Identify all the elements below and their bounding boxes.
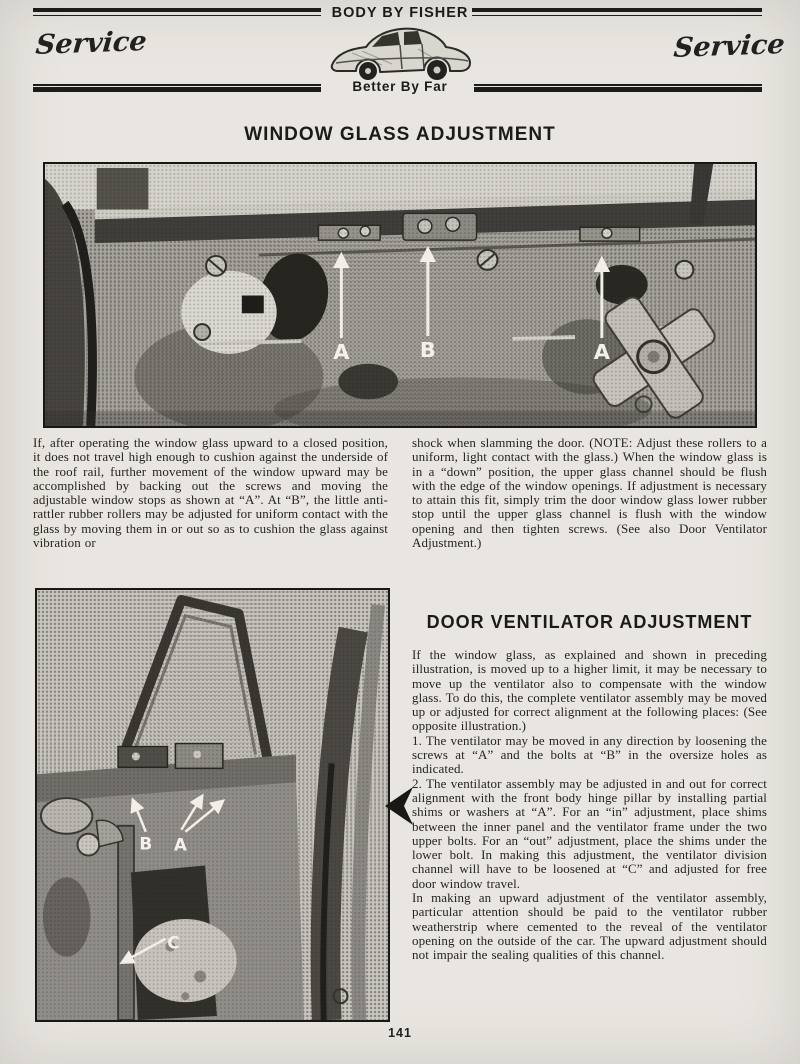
window-glass-text-right: shock when slamming the door. (NOTE: Adjust these rollers to a uniform, light contact with the glass.) When the window glass is in a “down” position, the upper glass channel should be flush with the edge of the window openings. If adjustment is necessary to attain this fit, simply trim the door window glass lower rubber stop until the upper glass channel is flush with the window opening and then tighten screws. (See also Door Ventilator Adjustment.): [412, 435, 767, 551]
halftone-overlay: [37, 590, 388, 1020]
section-ventilator: [412, 612, 767, 963]
service-script-right: Service: [672, 29, 787, 64]
rule-top-right-thin: [472, 15, 762, 17]
rule-bottom-left-thin: [33, 84, 321, 86]
callout-label-b: B: [419, 337, 436, 362]
rule-bottom-right-thick: [474, 87, 762, 92]
callout-label-c: C: [167, 932, 180, 953]
rule-top-right-thick: [472, 8, 762, 12]
ventilator-intro-text: If the window glass, as explained and shown in preceding illustration, is moved up to a higher limit, it may be necessary to move up the ventilator also to compensate with the window glass. To do this, the complete ventilator assembly may be moved up or adjusted for correct alignment at the following places: (See opposite illustration.): [412, 647, 767, 734]
page-number: 141: [388, 1026, 412, 1040]
rule-bottom-right-thin: [474, 84, 762, 86]
callout-label-b: B: [139, 833, 153, 854]
ventilator-closing-text: In making an upward adjustment of the ventilator assembly, particular attention should be paid to the ventilator rubber weatherstrip where cemented to the reveal of the ventilator opening on the outside of the car. The upward adjustment should not impair the sealing qualities of this channel.: [412, 890, 767, 963]
callout-label-a1: A: [333, 339, 350, 364]
pointer-arrow-icon: [385, 785, 413, 827]
callout-label-a2: A: [593, 339, 610, 364]
halftone-overlay: [45, 164, 755, 426]
section-title-window-glass: WINDOW GLASS ADJUSTMENT: [244, 124, 556, 145]
figure-window-stops-photo: [43, 162, 757, 428]
service-script-left: Service: [34, 26, 149, 61]
callout-label-a: A: [173, 834, 187, 855]
rule-top-left-thin: [33, 15, 321, 17]
rule-top-left-thick: [33, 8, 321, 12]
ventilator-step-1: 1. The ventilator may be moved in any direction by loosening the screws at “A” and the bolts at “B” in the oversize holes as indicated.: [412, 732, 767, 777]
ventilator-drawing: [37, 590, 388, 1020]
car-body: [332, 29, 470, 80]
brand-title: BODY BY FISHER: [331, 5, 469, 21]
window-glass-text-left: If, after operating the window glass upward to a closed position, it does not travel high enough to cushion against the underside of the roof rail, further movement of the window upward may be accomplished by backing out the screws and moving the adjustable window stops as shown at “A”. At “B”, the little anti-rattler rubber rollers may be adjusted for uniform contact with the glass by moving them in or out so as to cushion the glass against vibration or: [33, 435, 388, 551]
window-stops-drawing: [45, 164, 755, 426]
car-body-illustration-icon: [322, 21, 478, 81]
section-title-ventilator: DOOR VENTILATOR ADJUSTMENT: [426, 612, 753, 632]
ventilator-step-2: 2. The ventilator assembly may be adjusted in and out for correct alignment with the front body hinge pillar by installing partial shims or washers at “A”. For an “in” adjustment, place shims between the inner panel and the ventilator frame under the two upper bolts. For an “out” adjustment, place the shims under the lower bolt. In making this adjustment, the ventilator division channel will have to be loosened at “C” and adjusted for free door window travel.: [412, 775, 767, 891]
rule-bottom-left-thick: [33, 87, 321, 92]
brand-tagline: Better By Far: [352, 79, 448, 94]
figure-ventilator-photo: [35, 588, 390, 1022]
